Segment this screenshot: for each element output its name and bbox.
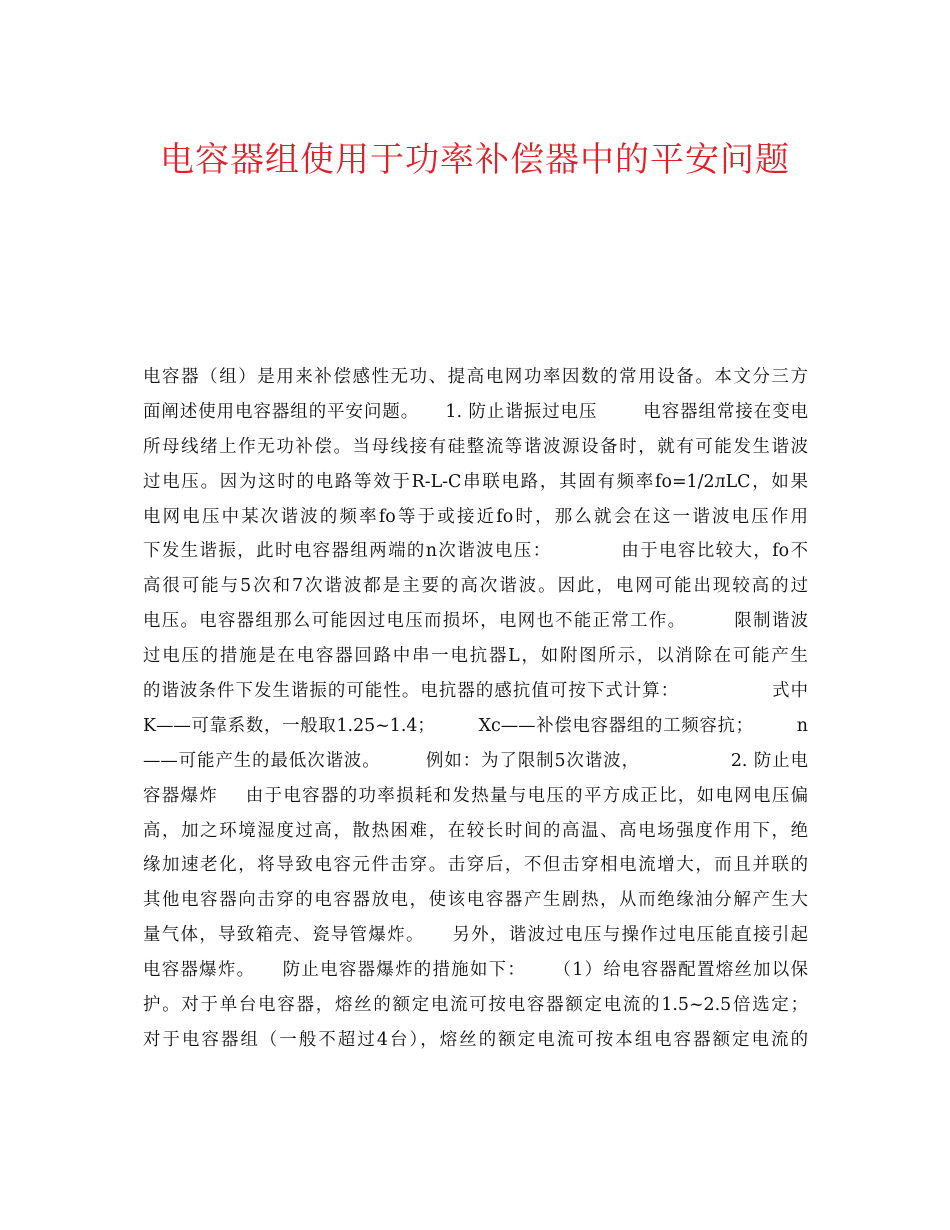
body-line: 过电压的措施是在电容器回路中串一电抗器L，如附图所示，以消除在可能产生 [143,646,808,667]
body-line: 其他电容器向击穿的电容器放电，使该电容器产生剧热，从而绝缘油分解产生大 [143,890,808,911]
body-line: 的谐波条件下发生谐振的可能性。电抗器的感抗值可按下式计算： 式中 [143,681,808,702]
body-line: 高，加之环境湿度过高，散热困难，在较长时间的高温、高电场强度作用下，绝 [143,820,808,841]
body-line: 所母线绪上作无功补偿。当母线接有硅整流等谐波源设备时，就有可能发生谐波 [143,436,808,457]
body-line: 护。对于单台电容器，熔丝的额定电流可按电容器额定电流的1.5~2.5倍选定； [143,995,808,1016]
document-title: 电容器组使用于功率补偿器中的平安问题 [160,140,790,180]
body-line: 电压。电容器组那么可能因过电压而损坏，电网也不能正常工作。 限制谐波 [143,611,808,632]
body-line: ——可能产生的最低次谐波。 例如：为了限制5次谐波， 2. 防止电 [143,750,808,771]
document-body [143,360,808,1058]
body-line: 下发生谐振，此时电容器组两端的n次谐波电压： 由于电容比较大，fo不 [143,541,808,562]
body-line: 高很可能与5次和7次谐波都是主要的高次谐波。因此，电网可能出现较高的过 [143,576,808,597]
body-line: 过电压。因为这时的电路等效于R-L-C串联电路，其固有频率fo=1/2лLC，如果 [143,471,808,492]
body-line: 电容器爆炸。 防止电容器爆炸的措施如下： （1）给电容器配置熔丝加以保 [143,960,808,981]
body-line: K——可靠系数，一般取1.25~1.4； Xc——补偿电容器组的工频容抗； n [143,715,808,736]
body-line: 面阐述使用电容器组的平安问题。 1. 防止谐振过电压 电容器组常接在变电 [143,401,808,422]
body-line: 缘加速老化，将导致电容元件击穿。击穿后，不但击穿相电流增大，而且并联的 [143,855,808,876]
body-line: 电容器（组）是用来补偿感性无功、提高电网功率因数的常用设备。本文分三方 [143,367,808,387]
body-line: 量气体，导致箱壳、瓷导管爆炸。 另外，谐波过电压与操作过电压能直接引起 [143,925,808,946]
body-line: 对于电容器组（一般不超过4台），熔丝的额定电流可按本组电容器额定电流的 [143,1029,808,1050]
body-line: 容器爆炸 由于电容器的功率损耗和发热量与电压的平方成正比，如电网电压偏 [143,785,808,806]
body-line: 电网电压中某次谐波的频率fo等于或接近fo时，那么就会在这一谐波电压作用 [143,506,808,527]
